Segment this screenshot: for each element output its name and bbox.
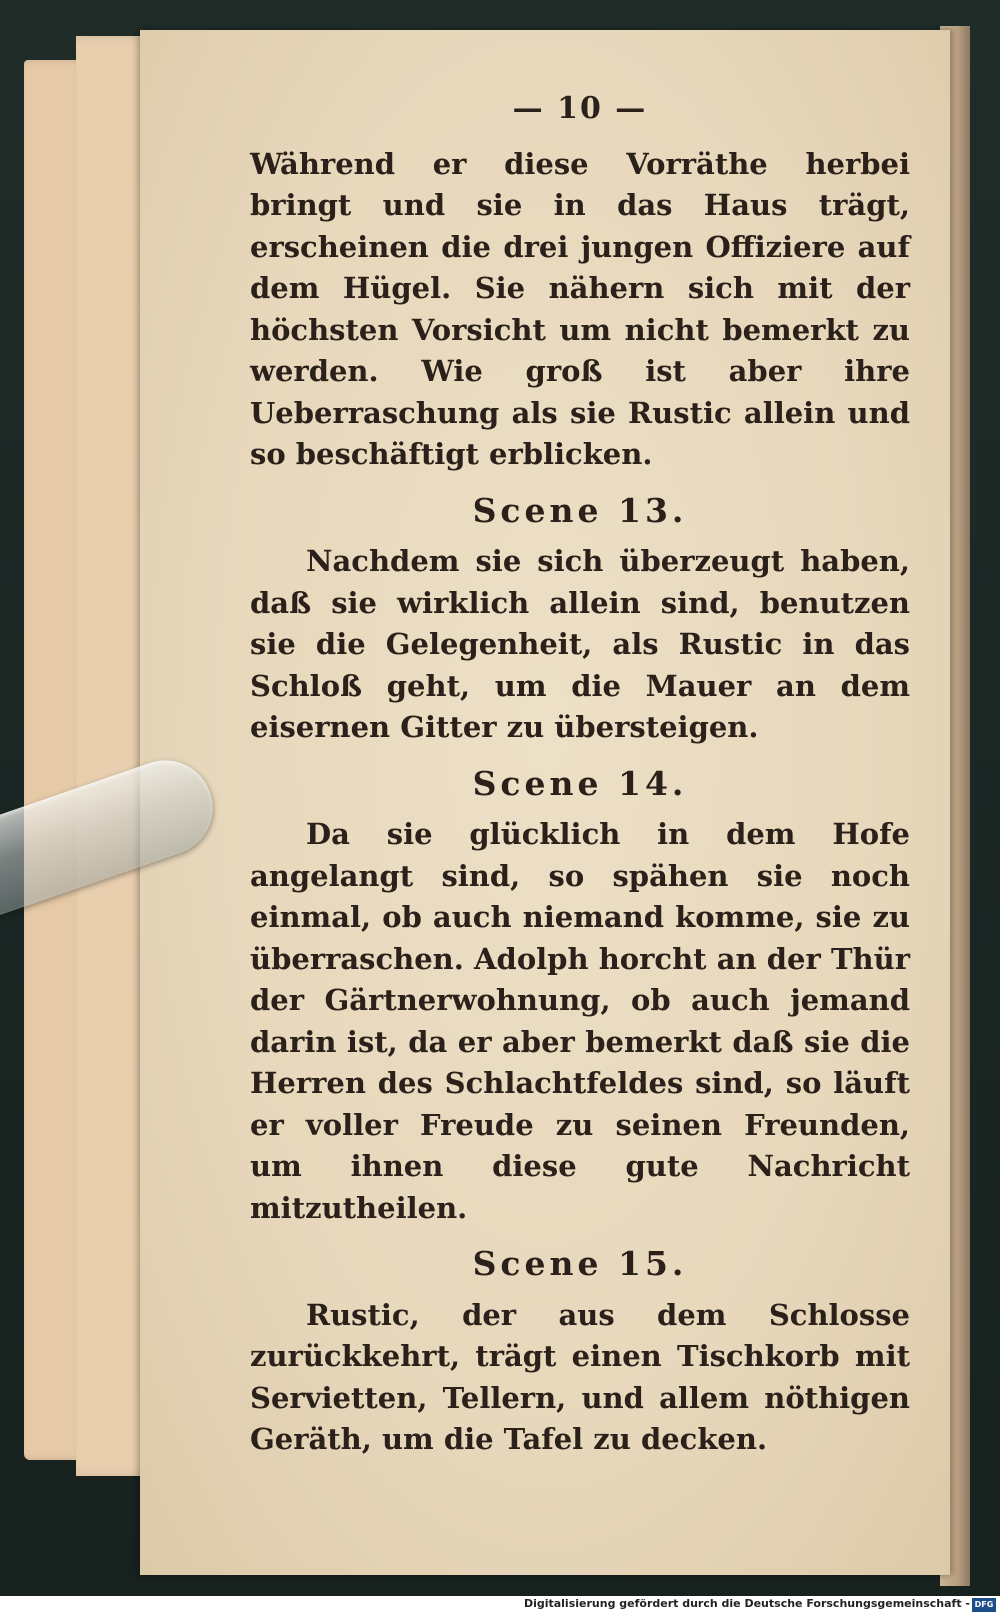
scene-13-heading: Scene 13.: [472, 490, 688, 530]
page-number: — 10 —: [512, 91, 648, 126]
book-page: [140, 30, 950, 1575]
paragraph-3: Da sie glücklich in dem Hofe angelangt sind, so spähen sie noch einmal, ob auch niemand komme, sie zu überraschen. Adolph horcht an der Thür der Gärtnerwohnung, ob auch jemand darin ist, da er aber bemerkt daß sie die Herren des Schlachtfeldes sind, so läuft er voller Freude zu seinen Freunden, um ihnen diese gute Nachricht mitzutheilen.: [250, 817, 910, 1225]
footer-credit: Digitalisierung gefördert durch die Deutsche Forschungsgemeinschaft -: [523, 1597, 970, 1610]
scene-15-heading: Scene 15.: [472, 1244, 688, 1283]
back-page-edge: [24, 60, 84, 1460]
dfg-logo: DFG: [972, 1598, 996, 1612]
paragraph-1: Während er diese Vorräthe herbei bringt und sie in das Haus trägt, erscheinen die drei jungen Offiziere auf dem Hügel. Sie nähern sich mit der höchsten Vorsicht um nicht bemerkt zu werden. Wie groß ist aber ihre Ueberraschung als sie Rustic allein und so beschäftigt erblicken.: [250, 146, 910, 471]
paragraph-4: Rustic, der aus dem Schlosse zurückkehrt, trägt einen Tischkorb mit Servietten, Tellern, und allem nöthigen Geräth, um die Tafel zu decken.: [250, 1297, 910, 1456]
paragraph-2: Nachdem sie sich überzeugt haben, daß sie wirklich allein sind, benutzen sie die Gelegenheit, als Rustic in das Schloß geht, um die Mauer an dem eisernen Gitter zu übersteigen.: [250, 544, 910, 744]
scene-14-heading: Scene 14.: [472, 763, 688, 803]
page-text-block: [250, 88, 910, 1461]
